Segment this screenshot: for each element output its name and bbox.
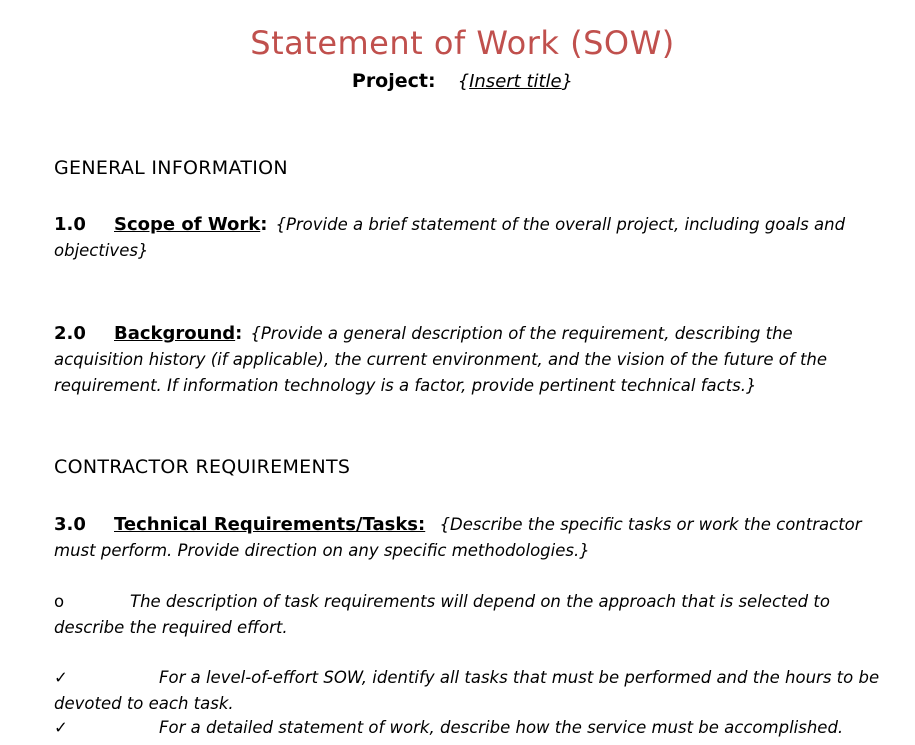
- section-title: Technical Requirements/Tasks:: [114, 514, 426, 535]
- general-information-heading: GENERAL INFORMATION: [54, 157, 288, 179]
- circle-bullet-icon: o: [54, 592, 65, 611]
- section-text: {Describe the specific tasks or work the contractor must perform. Provide direction on any specific methodologies.}: [54, 515, 862, 560]
- section-technical-requirements: [54, 512, 884, 564]
- section-background: 2.0 Background: {Provide a general description of the requirement, describing the acquisition history (if applicable), the current environment, and the vision of the future of the requirement. If information technology is a factor, provide pertinent technical facts.}: [54, 323, 828, 395]
- check-mark-icon: ✓: [54, 668, 68, 687]
- project-title-placeholder: Insert title: [469, 71, 562, 92]
- section-number: 2.0: [54, 323, 86, 344]
- document-title: Statement of Work (SOW): [250, 24, 675, 62]
- contractor-requirements-heading: CONTRACTOR REQUIREMENTS: [54, 456, 351, 478]
- section-title: Background: [114, 323, 236, 344]
- list-item-circle: [54, 589, 884, 641]
- list-item-check: [54, 665, 884, 717]
- section-title: Scope of Work: [114, 214, 261, 235]
- section-text: {Provide a brief statement of the overall project, including goals and objectives}: [54, 215, 846, 260]
- section-number: 1.0: [54, 214, 86, 235]
- check-mark-icon: ✓: [54, 718, 68, 737]
- list-item-text: For a level-of-effort SOW, identify all tasks that must be performed and the hours to be devoted to each task.: [54, 668, 880, 713]
- list-item-text: For a detailed statement of work, describe how the service must be accomplished.: [159, 718, 844, 737]
- list-item-check: [54, 715, 884, 741]
- section-text: {Provide a general description of the requirement, describing the acquisition history (if applicable), the current environment, and the vision of the future of the requirement. If information technology is a factor, provide pertinent technical facts.}: [54, 324, 828, 395]
- project-label: Project:: [351, 70, 436, 92]
- list-item-text: The description of task requirements will depend on the approach that is selected to describe the required effort.: [54, 592, 830, 637]
- section-number: 3.0: [54, 514, 86, 535]
- project-line: [0, 70, 915, 92]
- project-value: {Insert title}: [457, 71, 574, 92]
- section-scope-of-work: 1.0 Scope of Work: {Provide a brief statement of the overall project, including goals and objectives}: [54, 214, 846, 260]
